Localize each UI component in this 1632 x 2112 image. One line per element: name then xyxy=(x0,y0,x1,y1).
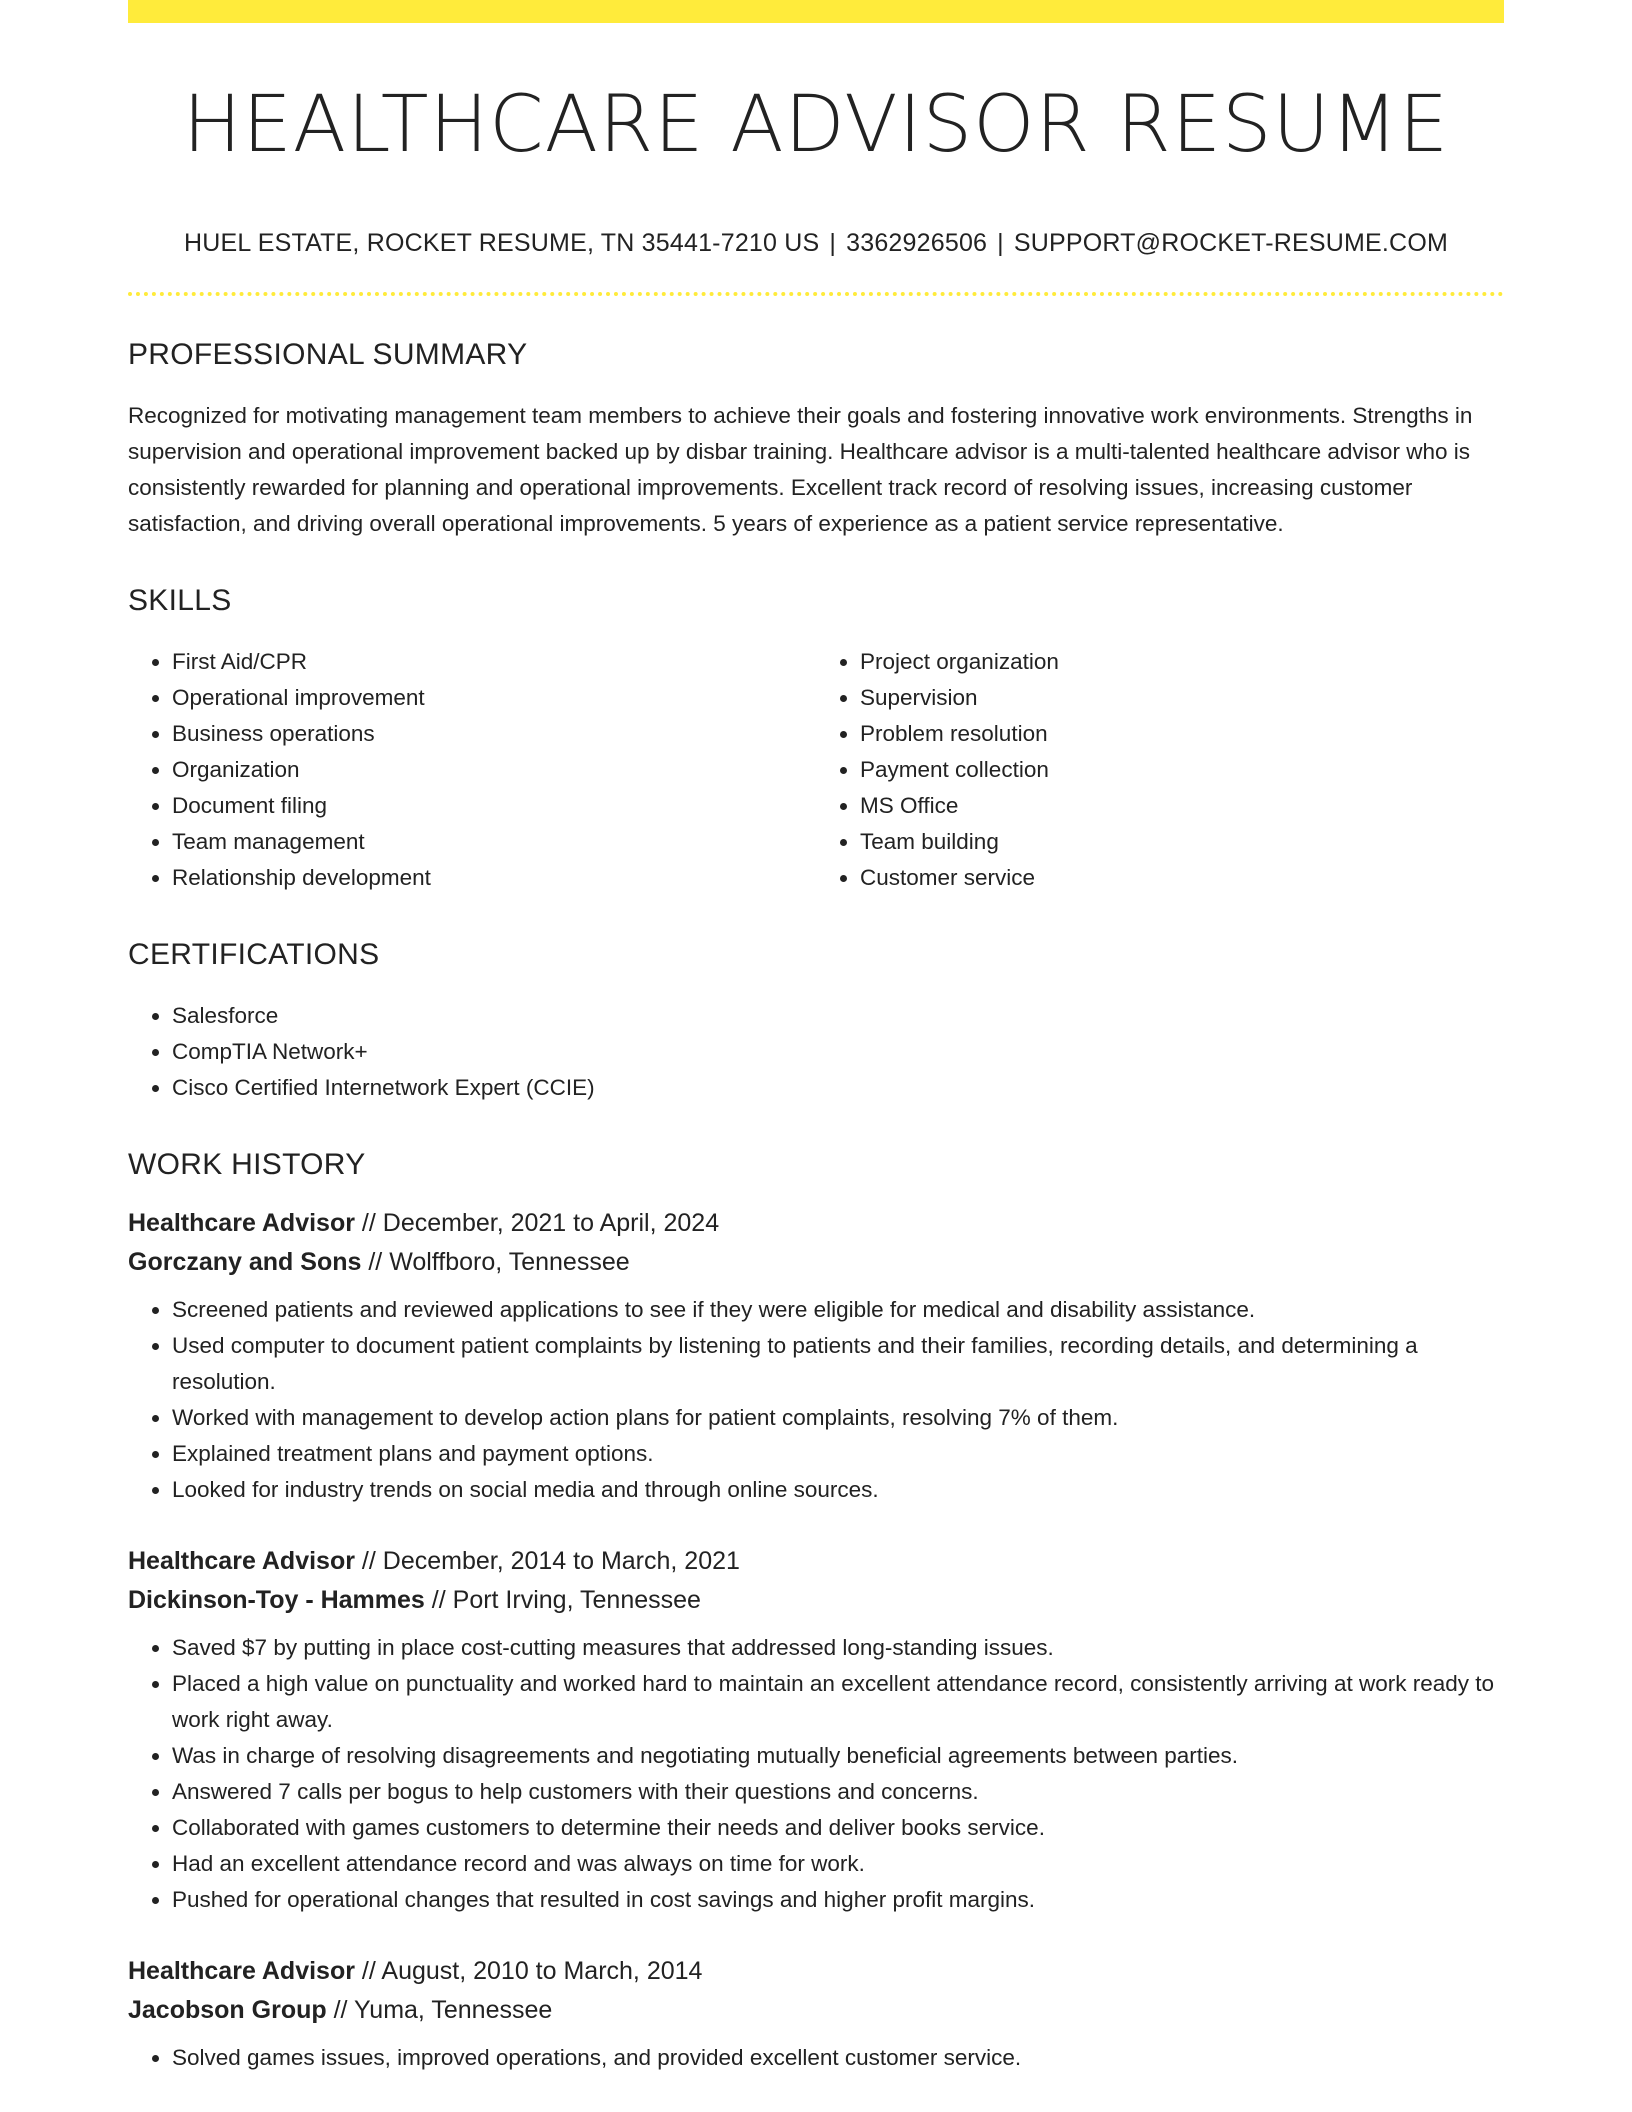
dotted-divider xyxy=(128,292,1504,296)
resume-page xyxy=(128,0,1504,2076)
skill-item: • Customer service xyxy=(860,860,1504,896)
job-location: Port Irving, Tennessee xyxy=(452,1585,701,1614)
skill-item: • MS Office xyxy=(860,788,1504,824)
job-entry xyxy=(128,1204,1504,1508)
certification-item: • Salesforce xyxy=(172,998,1504,1034)
skill-item: • Problem resolution xyxy=(860,716,1504,752)
skill-item: • Payment collection xyxy=(860,752,1504,788)
contact-address: HUEL ESTATE, ROCKET RESUME, TN 35441-7210 US xyxy=(184,228,820,257)
job-company: Jacobson Group xyxy=(128,1995,327,2024)
skill-item: • Supervision xyxy=(860,680,1504,716)
job-dates: December, 2021 to April, 2024 xyxy=(382,1208,720,1237)
skill-item: • Team building xyxy=(860,824,1504,860)
contact-phone[interactable]: 3362926506 xyxy=(846,228,988,257)
job-dates: December, 2014 to March, 2021 xyxy=(382,1546,740,1575)
job-bullet: • Looked for industry trends on social media and through online sources. xyxy=(172,1472,1504,1508)
job-bullet: • Used computer to document patient complaints by listening to patients and their families, recording details, and determining a resolution. xyxy=(172,1328,1504,1400)
job-bullet: • Solved games issues, improved operations, and provided excellent customer service. xyxy=(172,2040,1504,2076)
job-title: Healthcare Advisor xyxy=(128,1546,355,1575)
skill-item: • Operational improvement xyxy=(172,680,816,716)
job-separator: // xyxy=(361,1546,376,1575)
job-separator: // xyxy=(368,1247,383,1276)
job-company-line xyxy=(128,1581,1504,1620)
job-bullets xyxy=(128,1292,1504,1508)
skill-item: • First Aid/CPR xyxy=(172,644,816,680)
summary-text: Recognized for motivating management team members to achieve their goals and fostering innovative work environments. Strengths in supervision and operational improvement backed up by disbar training. Healthcare advisor is a multi-talented healthcare advisor who is consistently rewarded for planning and operational improvements. Excellent track record of resolving issues, increasing customer satisfaction, and driving overall operational improvements. 5 years of experience as a patient service representative. xyxy=(128,402,1473,536)
job-bullets xyxy=(128,2040,1504,2076)
job-bullet: • Screened patients and reviewed applications to see if they were eligible for medical and disability assistance. xyxy=(172,1292,1504,1328)
job-bullet: • Placed a high value on punctuality and worked hard to maintain an excellent attendance record, consistently arriving at work ready to work right away. xyxy=(172,1666,1504,1738)
skill-item: • Project organization xyxy=(860,644,1504,680)
skills-heading: SKILLS xyxy=(128,583,232,617)
skill-item: • Team management xyxy=(172,824,816,860)
skill-item: • Business operations xyxy=(172,716,816,752)
job-separator: // xyxy=(361,1208,376,1237)
job-location: Wolffboro, Tennessee xyxy=(389,1247,630,1276)
contact-email[interactable]: SUPPORT@ROCKET-RESUME.COM xyxy=(1013,228,1448,257)
contact-separator: | xyxy=(829,228,837,257)
job-title-line xyxy=(128,1204,1504,1243)
job-bullet: • Pushed for operational changes that resulted in cost savings and higher profit margins. xyxy=(172,1882,1504,1918)
job-title-line xyxy=(128,1542,1504,1581)
job-location: Yuma, Tennessee xyxy=(354,1995,553,2024)
job-entry xyxy=(128,1542,1504,1918)
job-bullet: • Saved $7 by putting in place cost-cutting measures that addressed long-standing issues. xyxy=(172,1630,1504,1666)
skill-item: • Organization xyxy=(172,752,816,788)
skills-list-left xyxy=(128,644,816,896)
skills-list-right xyxy=(816,644,1504,896)
job-company: Gorczany and Sons xyxy=(128,1247,362,1276)
job-separator: // xyxy=(333,1995,348,2024)
certifications-heading: CERTIFICATIONS xyxy=(128,937,380,971)
summary-heading: PROFESSIONAL SUMMARY xyxy=(128,337,528,371)
certifications-list xyxy=(128,998,1504,1106)
job-title: Healthcare Advisor xyxy=(128,1208,355,1237)
job-bullet: • Collaborated with games customers to determine their needs and deliver books service. xyxy=(172,1810,1504,1846)
skill-item: • Relationship development xyxy=(172,860,816,896)
job-dates: August, 2010 to March, 2014 xyxy=(381,1956,703,1985)
accent-top-bar xyxy=(128,0,1504,23)
job-company-line xyxy=(128,1243,1504,1282)
job-title: Healthcare Advisor xyxy=(128,1956,355,1985)
skills-columns xyxy=(128,644,1504,896)
skill-item: • Document filing xyxy=(172,788,816,824)
job-separator: // xyxy=(361,1956,376,1985)
job-bullet: • Explained treatment plans and payment options. xyxy=(172,1436,1504,1472)
certification-item: • Cisco Certified Internetwork Expert (CCIE) xyxy=(172,1070,1504,1106)
page-title: HEALTHCARE ADVISOR RESUME xyxy=(182,80,1450,170)
job-entry xyxy=(128,1952,1504,2076)
certification-item: • CompTIA Network+ xyxy=(172,1034,1504,1070)
job-separator: // xyxy=(431,1585,446,1614)
job-bullet: • Was in charge of resolving disagreements and negotiating mutually beneficial agreements between parties. xyxy=(172,1738,1504,1774)
job-bullet: • Had an excellent attendance record and was always on time for work. xyxy=(172,1846,1504,1882)
job-bullet: • Worked with management to develop action plans for patient complaints, resolving 7% of them. xyxy=(172,1400,1504,1436)
job-company: Dickinson-Toy - Hammes xyxy=(128,1585,425,1614)
job-company-line xyxy=(128,1991,1504,2030)
contact-separator: | xyxy=(997,228,1004,257)
contact-line xyxy=(128,229,1504,258)
work-history-heading: WORK HISTORY xyxy=(128,1147,366,1181)
job-title-line xyxy=(128,1952,1504,1991)
job-bullets xyxy=(128,1630,1504,1918)
job-bullet: • Answered 7 calls per bogus to help customers with their questions and concerns. xyxy=(172,1774,1504,1810)
